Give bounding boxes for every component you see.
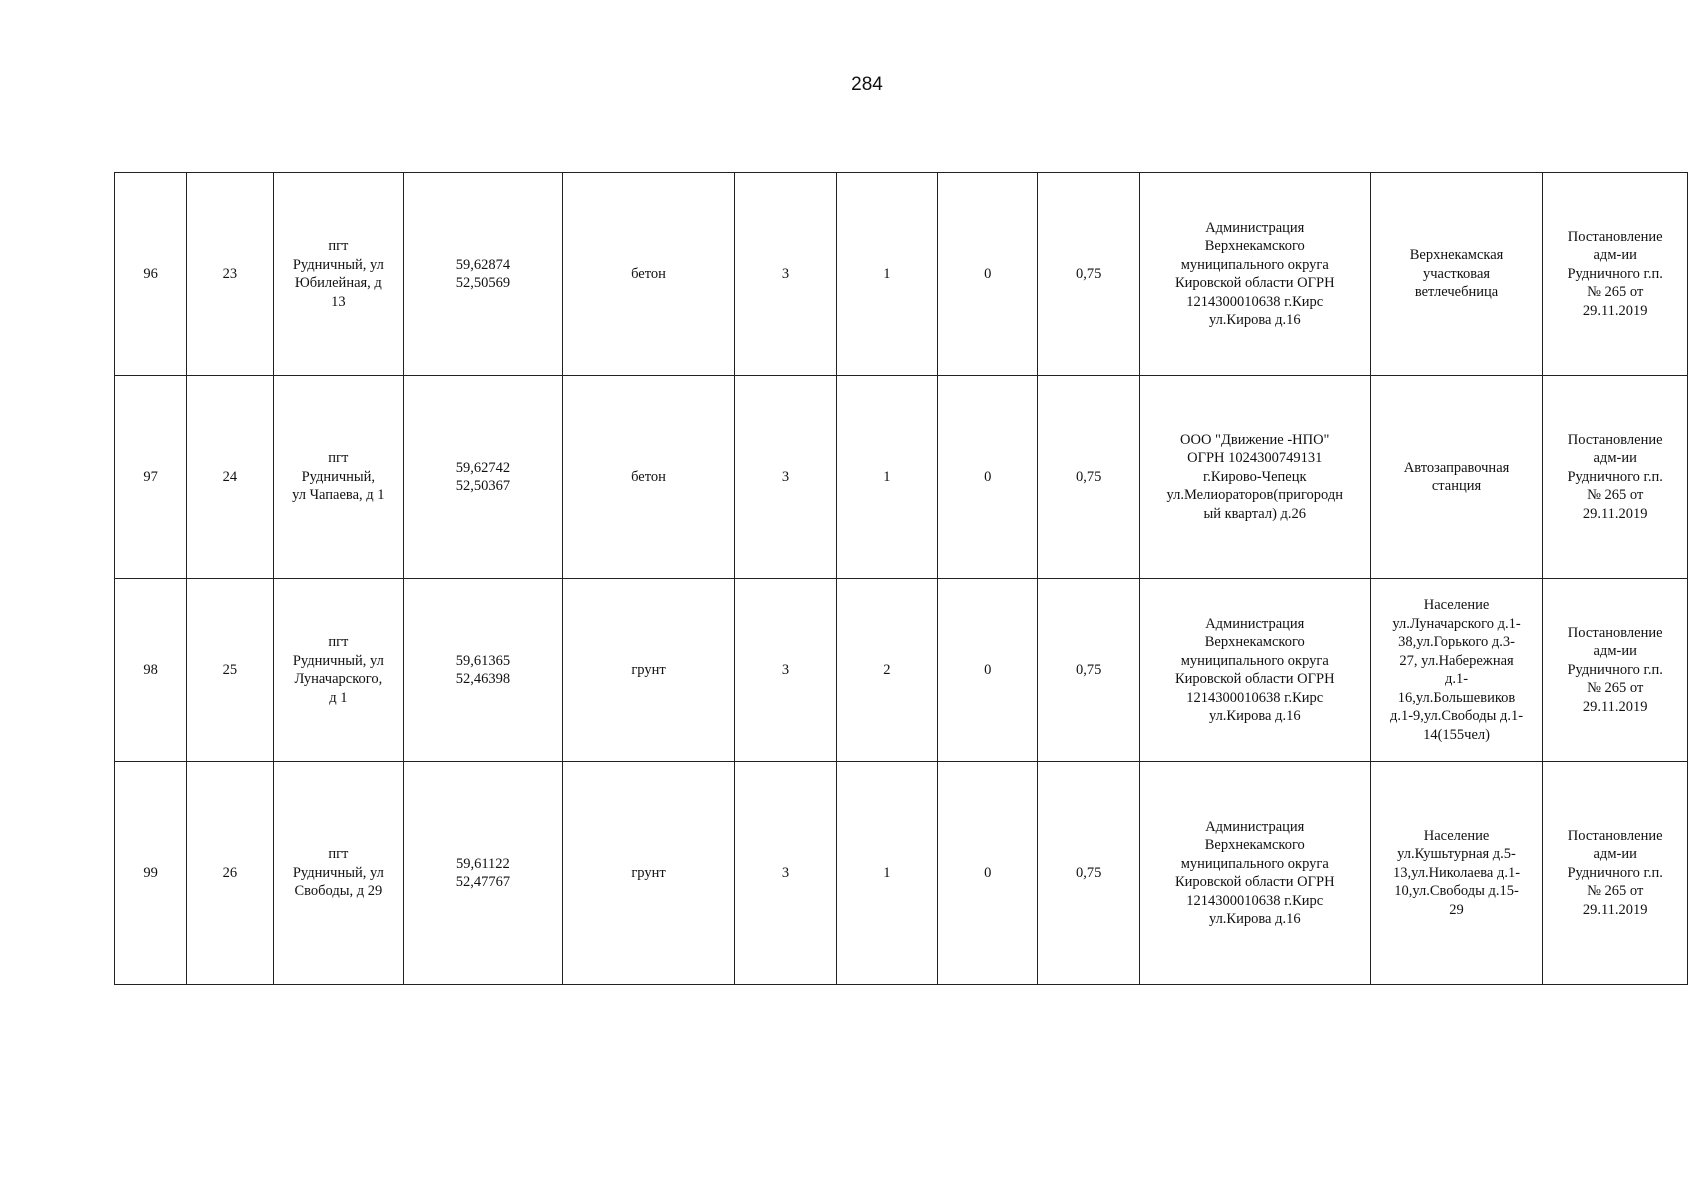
- cell-coordinates: 59,62874 52,50569: [404, 173, 563, 376]
- cell-source: Население ул.Кушьтурная д.5- 13,ул.Николаева д.1- 10,ул.Свободы д.15- 29: [1370, 762, 1543, 985]
- cell-number: 99: [115, 762, 187, 985]
- cell-coordinates: 59,61122 52,47767: [404, 762, 563, 985]
- cell-value-8: 0,75: [1038, 376, 1139, 579]
- cell-number: 98: [115, 579, 187, 762]
- cell-surface: бетон: [562, 173, 735, 376]
- cell-address: пгт Рудничный, ул Луначарского, д 1: [273, 579, 403, 762]
- cell-source: Автозаправочная станция: [1370, 376, 1543, 579]
- cell-basis: Постановление адм-ии Рудничного г.п. № 265 от 29.11.2019: [1543, 376, 1688, 579]
- cell-value-5: 3: [735, 762, 836, 985]
- cell-value-8: 0,75: [1038, 173, 1139, 376]
- table-row: [115, 376, 1688, 579]
- cell-value-5: 3: [735, 173, 836, 376]
- cell-sub-number: 26: [187, 762, 273, 985]
- table-row: [115, 173, 1688, 376]
- cell-owner: Администрация Верхнекамского муниципального округа Кировской области ОГРН 1214300010638 г.Кирс ул.Кирова д.16: [1139, 173, 1370, 376]
- cell-value-6: 2: [836, 579, 937, 762]
- cell-coordinates: 59,61365 52,46398: [404, 579, 563, 762]
- cell-address: пгт Рудничный, ул Свободы, д 29: [273, 762, 403, 985]
- cell-owner: Администрация Верхнекамского муниципального округа Кировской области ОГРН 1214300010638 г.Кирс ул.Кирова д.16: [1139, 579, 1370, 762]
- cell-value-7: 0: [938, 579, 1038, 762]
- table-row: [115, 762, 1688, 985]
- cell-number: 97: [115, 376, 187, 579]
- cell-value-8: 0,75: [1038, 579, 1139, 762]
- cell-owner: ООО "Движение -НПО" ОГРН 1024300749131 г.Кирово-Чепецк ул.Мелиораторов(пригородн ый квартал) д.26: [1139, 376, 1370, 579]
- cell-value-6: 1: [836, 762, 937, 985]
- cell-address: пгт Рудничный, ул Чапаева, д 1: [273, 376, 403, 579]
- cell-value-7: 0: [938, 762, 1038, 985]
- cell-source: Верхнекамская участковая ветлечебница: [1370, 173, 1543, 376]
- cell-number: 96: [115, 173, 187, 376]
- cell-sub-number: 23: [187, 173, 273, 376]
- registry-table: [114, 172, 1688, 985]
- cell-coordinates: 59,62742 52,50367: [404, 376, 563, 579]
- cell-value-5: 3: [735, 579, 836, 762]
- cell-surface: грунт: [562, 762, 735, 985]
- cell-value-8: 0,75: [1038, 762, 1139, 985]
- cell-owner: Администрация Верхнекамского муниципального округа Кировской области ОГРН 1214300010638 г.Кирс ул.Кирова д.16: [1139, 762, 1370, 985]
- cell-surface: бетон: [562, 376, 735, 579]
- cell-value-7: 0: [938, 376, 1038, 579]
- cell-basis: Постановление адм-ии Рудничного г.п. № 265 от 29.11.2019: [1543, 762, 1688, 985]
- cell-basis: Постановление адм-ии Рудничного г.п. № 265 от 29.11.2019: [1543, 579, 1688, 762]
- cell-sub-number: 24: [187, 376, 273, 579]
- cell-surface: грунт: [562, 579, 735, 762]
- cell-basis: Постановление адм-ии Рудничного г.п. № 265 от 29.11.2019: [1543, 173, 1688, 376]
- cell-value-7: 0: [938, 173, 1038, 376]
- page-number: 284: [851, 74, 883, 95]
- cell-source: Население ул.Луначарского д.1- 38,ул.Горького д.3- 27, ул.Набережная д.1- 16,ул.Большевиков д.1-9,ул.Свободы д.1- 14(155чел): [1370, 579, 1543, 762]
- cell-address: пгт Рудничный, ул Юбилейная, д 13: [273, 173, 403, 376]
- cell-value-6: 1: [836, 173, 937, 376]
- cell-sub-number: 25: [187, 579, 273, 762]
- cell-value-5: 3: [735, 376, 836, 579]
- table-row: [115, 579, 1688, 762]
- cell-value-6: 1: [836, 376, 937, 579]
